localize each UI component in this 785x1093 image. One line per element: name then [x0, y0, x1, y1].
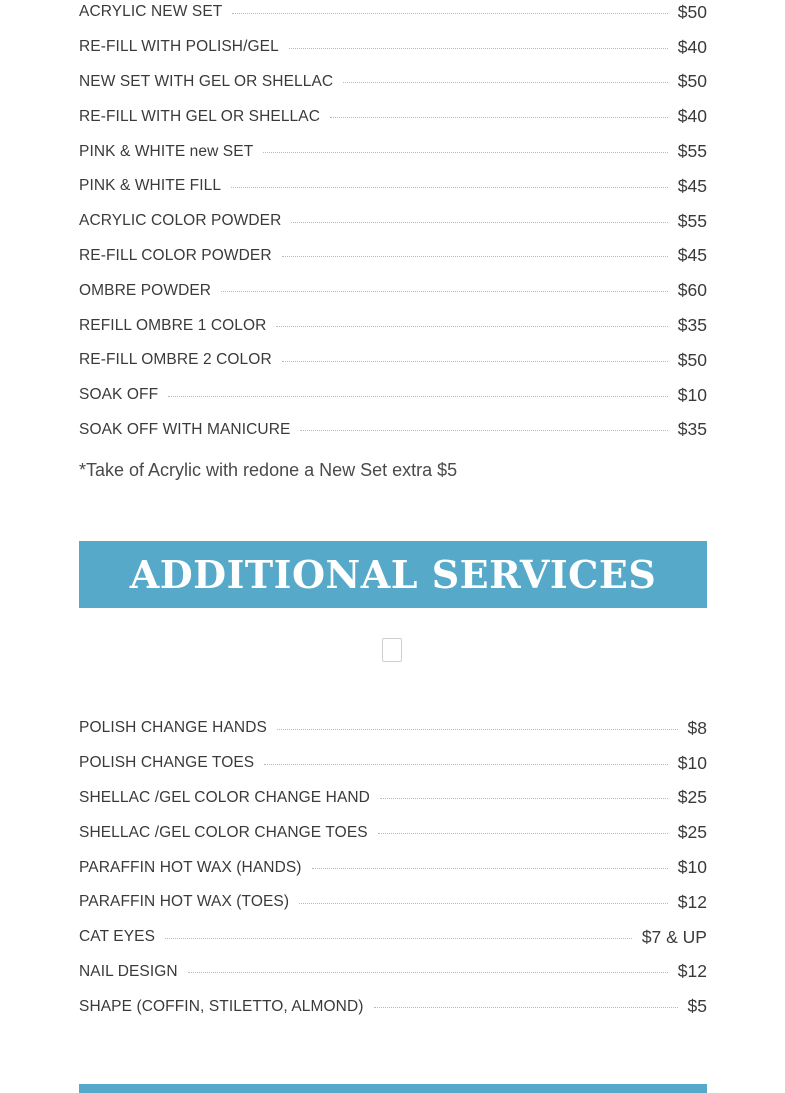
item-name: NEW SET WITH GEL OR SHELLAC: [79, 72, 334, 90]
menu-item: [79, 885, 707, 920]
dotted-leader: [300, 430, 667, 431]
item-name: PINK & WHITE FILL: [79, 177, 222, 195]
menu-item: [79, 781, 707, 816]
item-price: $12: [677, 891, 707, 912]
menu-item: [79, 0, 707, 30]
item-name: RE-FILL WITH POLISH/GEL: [79, 38, 279, 56]
dotted-leader: [168, 396, 668, 397]
item-name: OMBRE POWDER: [79, 281, 212, 299]
item-price: $35: [677, 315, 707, 336]
dotted-leader: [263, 152, 668, 153]
menu-item: [79, 378, 707, 413]
dotted-leader: [165, 938, 632, 939]
item-price: $25: [677, 822, 707, 843]
item-price: $55: [677, 210, 707, 231]
menu-item: [79, 343, 707, 378]
menu-item: [79, 413, 707, 448]
acrylic-removal-note: *Take of Acrylic with redone a New Set extra $5: [79, 460, 458, 480]
item-price: $7 & UP: [641, 926, 707, 947]
additional-services-banner: [79, 541, 707, 608]
dotted-leader: [188, 972, 668, 973]
dotted-leader: [282, 256, 668, 257]
dotted-leader: [232, 13, 667, 14]
menu-item: [79, 99, 707, 134]
item-name: RE-FILL OMBRE 2 COLOR: [79, 351, 272, 369]
item-name: RE-FILL WITH GEL OR SHELLAC: [79, 107, 320, 125]
dotted-leader: [312, 868, 668, 869]
item-price: $10: [677, 857, 707, 878]
item-name: PARAFFIN HOT WAX (TOES): [79, 893, 290, 911]
item-name: REFILL OMBRE 1 COLOR: [79, 316, 267, 334]
item-price: $45: [677, 175, 707, 196]
item-price: $60: [677, 280, 707, 301]
item-price: $25: [677, 787, 707, 808]
dotted-leader: [276, 326, 667, 327]
enhancement-price-list: [79, 0, 707, 447]
item-price: $50: [677, 1, 707, 22]
menu-item: [79, 815, 707, 850]
item-name: NAIL DESIGN: [79, 962, 178, 980]
menu-item: [79, 204, 707, 239]
menu-item: [79, 746, 707, 781]
menu-item: [79, 65, 707, 100]
item-name: ACRYLIC COLOR POWDER: [79, 212, 282, 230]
item-price: $50: [677, 71, 707, 92]
item-price: $45: [677, 245, 707, 266]
dotted-leader: [277, 729, 678, 730]
item-price: $35: [677, 419, 707, 440]
menu-item: [79, 955, 707, 990]
dotted-leader: [343, 82, 668, 83]
item-name: POLISH CHANGE HANDS: [79, 719, 267, 737]
item-name: POLISH CHANGE TOES: [79, 754, 255, 772]
item-price: $40: [677, 36, 707, 57]
menu-item: [79, 239, 707, 274]
next-section-banner: [79, 1084, 707, 1093]
dotted-leader: [282, 361, 668, 362]
dotted-leader: [380, 798, 668, 799]
item-name: SHAPE (COFFIN, STILETTO, ALMOND): [79, 997, 364, 1015]
item-name: SHELLAC /GEL COLOR CHANGE TOES: [79, 823, 368, 841]
item-name: PINK & WHITE new SET: [79, 142, 254, 160]
dotted-leader: [231, 187, 668, 188]
item-name: SHELLAC /GEL COLOR CHANGE HAND: [79, 788, 370, 806]
menu-item: [79, 169, 707, 204]
item-name: RE-FILL COLOR POWDER: [79, 246, 272, 264]
item-price: $10: [677, 752, 707, 773]
item-name: SOAK OFF WITH MANICURE: [79, 420, 291, 438]
item-price: $5: [687, 996, 707, 1017]
item-price: $12: [677, 961, 707, 982]
menu-item: [79, 850, 707, 885]
dotted-leader: [378, 833, 668, 834]
dotted-leader: [374, 1007, 678, 1008]
dotted-leader: [289, 48, 668, 49]
dotted-leader: [221, 291, 668, 292]
item-name: SOAK OFF: [79, 386, 159, 404]
item-price: $55: [677, 141, 707, 162]
menu-item: [79, 989, 707, 1024]
dotted-leader: [264, 764, 668, 765]
item-price: $8: [687, 717, 707, 738]
menu-item: [79, 30, 707, 65]
dotted-leader: [330, 117, 668, 118]
menu-item: [79, 134, 707, 169]
section-title: ADDITIONAL SERVICES: [129, 552, 657, 597]
dotted-leader: [299, 903, 668, 904]
item-price: $10: [677, 384, 707, 405]
dotted-leader: [291, 222, 667, 223]
image-placeholder-icon: [382, 638, 402, 662]
item-price: $50: [677, 349, 707, 370]
item-name: CAT EYES: [79, 928, 156, 946]
menu-item: [79, 308, 707, 343]
additional-services-price-list: [79, 711, 707, 1024]
menu-item: [79, 273, 707, 308]
menu-item: [79, 920, 707, 955]
item-name: PARAFFIN HOT WAX (HANDS): [79, 858, 302, 876]
item-price: $40: [677, 106, 707, 127]
menu-item: [79, 711, 707, 746]
item-name: ACRYLIC NEW SET: [79, 3, 223, 21]
